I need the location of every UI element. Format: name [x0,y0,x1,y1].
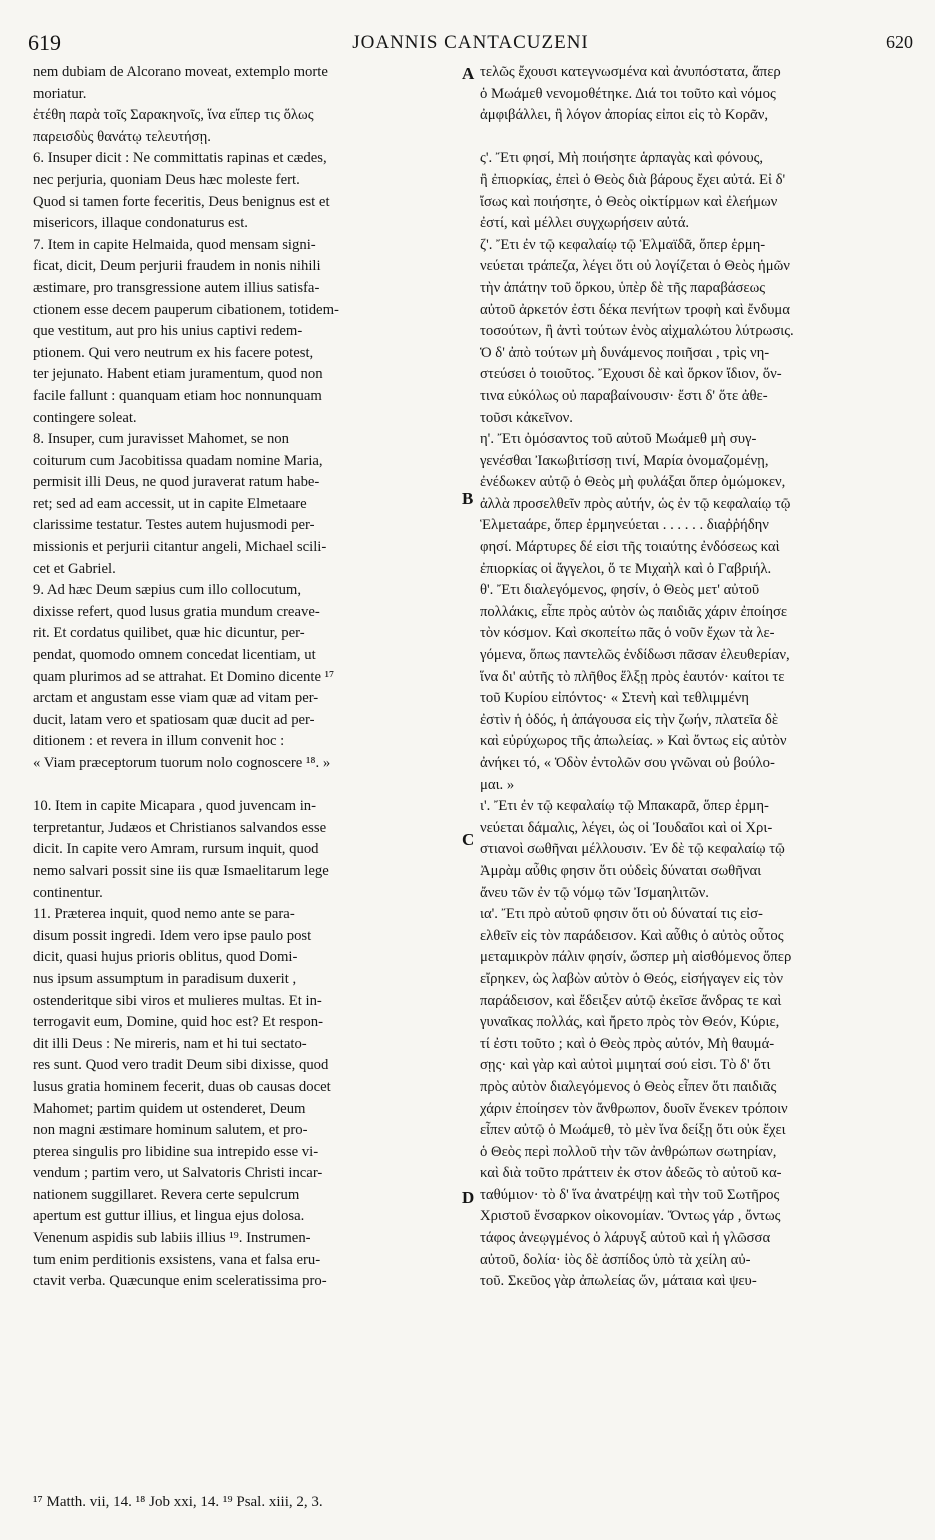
greek-text-line: γυναῖκας πολλάς, καὶ ἤρετο πρὸς τὸν Θεόν, Κύριε, [480,1014,780,1031]
latin-text-line: ducit, latam vero et spatiosam quæ ducit ad per- [33,711,315,728]
greek-text-line: νεύεται δάμαλις, λέγει, ὡς οἱ Ἰουδαῖοι καὶ οἱ Χρι- [480,819,773,836]
greek-text-line: τελῶς ἔχουσι κατεγνωσμένα καὶ ἀνυπόστατα, ἅπερ [480,64,781,80]
latin-text-line: 6. Insuper dicit : Ne committatis rapinas et cædes, [33,150,327,167]
greek-text-line: Ὁ δ' ἀπὸ τούτων μὴ δυνάμενος ποιῆσαι , τρὶς νη- [480,344,770,361]
latin-text-line: nationem suggillaret. Revera certe sepulcrum [33,1186,300,1203]
greek-text-line: Χριστοῦ ἔνσαρκον οἰκονομίαν. Ὄντως γάρ , ὄντως [480,1208,781,1225]
latin-text-line: coiturum cum Jacobitissa quadam nomine Maria, [33,452,323,469]
greek-text-line [480,127,900,149]
greek-text-line: νεύεται τράπεζα, λέγει ὅτι οὐ λογίζεται ὁ Θεὸς ἡμῶν [480,258,790,275]
greek-text-line: Ἑλμεταάρε, ὅπερ ἑρμηνεύεται . . . . . . διαῤῥήδην [480,517,769,534]
latin-text-line: disum possit ingredi. Idem vero ipse paulo post [33,927,312,944]
greek-text-line: αὐτοῦ ἀρκετόν ἐστι δέκα πενήτων τροφὴ καὶ ἔνδυμα [480,301,791,318]
latin-text-line: misericors, illaque condonaturus est. [33,215,248,232]
greek-text-line: ὁ Θεὸς περὶ πολλοῦ τὴν τῶν ἀνθρώπων σωτηρίαν, [480,1143,777,1160]
latin-text-line: « Viam præceptorum tuorum nolo cognoscere ¹⁸. » [33,755,331,771]
greek-text-line: τὸν κόσμον. Καὶ σκοπείτω πᾶς ὁ νοῦν ἔχων τὰ λε- [480,625,775,642]
greek-text-line: ἀνήκει τό, « Ὁδὸν ἐντολῶν σου γνῶναι οὐ βούλο- [480,755,775,771]
latin-text-line: dicit. In capite vero Amram, rursum inquit, quod [33,841,319,858]
greek-text-line: ἀμφιβάλλει, ἢ λόγον ἀπορίας εἰποι εἰς τὸ Κορᾶν, [480,107,769,124]
greek-text-line: τοῦσι κἀκεῖνον. [480,409,573,426]
page-number-right: 620 [886,32,913,52]
greek-column [480,62,900,1293]
greek-text-line: ι'. Ἔτι ἐν τῷ κεφαλαίῳ τῷ Μπακαρᾶ, ὅπερ ἑρμη- [480,798,769,815]
greek-text-line: χάριν ἐποίησεν τὸν ἄνθρωπον, δυοῖν ἕνεκεν τρόποιν [480,1100,788,1117]
greek-text-line: τινα εὐκόλως οὐ παραβαίνουσιν· ἔστι δ' ὅτε ἀθε- [480,387,768,404]
greek-text-line: θ'. Ἔτι διαλεγόμενος, φησίν, ὁ Θεὸς μετ' αὐτοῦ [480,582,760,599]
latin-text-line: ἐτέθη παρὰ τοῖς Σαρακηνοῖς, ἵνα εἴπερ τις ὅλως [33,107,314,124]
latin-text-line: dixisse refert, quod lusus gratia mundum creave- [33,603,320,620]
latin-text-line: 9. Ad hæc Deum sæpius cum illo collocutum, [33,582,302,599]
page-number-left: 619 [28,30,61,55]
latin-text-line: tum enim perditionis exsistens, vana et falsa eru- [33,1251,321,1268]
latin-text-line: vendum ; partim vero, ut Salvatoris Christi incar- [33,1165,323,1182]
latin-text-line: ctionem esse decem pauperum cibationem, totidem- [33,301,339,318]
latin-text-line: 10. Item in capite Micapara , quod juvencam in- [33,798,317,815]
greek-text-line: ς'. Ἔτι φησί, Μὴ ποιήσητε ἁρπαγὰς καὶ φόνους, [480,150,764,167]
latin-text-line: παρεισδὺς θανάτῳ τελευτήσῃ. [33,128,211,145]
latin-text-line: quam plurimos ad se attrahat. Et Domino dicente ¹⁷ [33,668,335,685]
latin-text-line: facile fallunt : quanquam etiam hoc nonnunquam [33,387,322,404]
greek-text-line: στεύσει ὁ τοιοῦτος. Ἔχουσι δὲ καὶ ὅρκον ἴδιον, ὅν- [480,366,782,383]
greek-text-line: η'. Ἔτι ὀμόσαντος τοῦ αὐτοῦ Μωάμεθ μὴ συγ- [480,431,757,448]
greek-text-line: τί ἐστι τοῦτο ; καὶ ὁ Θεὸς πρὸς αὐτόν, Μὴ θαυμά- [480,1035,775,1052]
greek-text-line: καὶ διὰ τοῦτο πράττειν ἐκ στον ἀδεῶς τὸ αὐτοῦ κα- [480,1165,782,1182]
greek-text-line: ἐστί, καὶ μέλλει συγχωρήσειν αὐτά. [480,215,690,232]
latin-text-line: rit. Et cordatus quilibet, quæ hic dicuntur, per- [33,625,305,642]
latin-text-line: res sunt. Quod vero tradit Deum sibi dixisse, quod [33,1057,329,1074]
greek-text-line: σῃς· καὶ γὰρ καὶ αὐτοὶ μιμηταί σού εἰσι. Τὸ δ' ὅτι [480,1057,771,1074]
greek-text-line: ἴσως καὶ ποιήσητε, ὁ Θεὸς οἰκτίρμων καὶ ἐλεήμων [480,193,778,210]
latin-text-line: nec perjuria, quoniam Deus hæc moleste fert. [33,171,300,188]
greek-text-line: καὶ εὐρύχωρος τῆς ἀπωλείας. » Καὶ ὄντως εἰς αὐτὸν [480,733,787,750]
greek-text-line: ἵνα δι' αὐτῆς τὸ πλῆθος ἕλξῃ πρὸς ἑαυτόν· καίτοι τε [480,668,785,685]
latin-text-line: ret; sed ad eam accessit, ut in capite Elmetaare [33,495,307,512]
latin-text-line: cet et Gabriel. [33,560,116,577]
latin-text-line: terrogavit eum, Domine, quid hoc est? Et respon- [33,1014,323,1031]
latin-column [33,62,455,1293]
greek-text-line: στιανοὶ σωθῆναι μέλλουσιν. Ἐν δὲ τῷ κεφαλαίῳ τῷ [480,841,785,858]
greek-text-line: ἐπιορκίας οἱ ἄγγελοι, ὅ τε Μιχαὴλ καὶ ὁ Γαβριήλ. [480,560,772,577]
latin-text-line: 8. Insuper, cum juravisset Mahomet, se non [33,431,289,448]
greek-text-line: ἐστὶν ἡ ὁδός, ἡ ἀπάγουσα εἰς τὴν ζωήν, πλατεῖα δὲ [480,711,779,728]
latin-text-line: non magni æstimare hominum salutem, et pro- [33,1122,308,1139]
latin-text-line [33,775,455,797]
latin-text-line: nem dubiam de Alcorano moveat, extemplo morte [33,64,328,80]
latin-text-line: apertum est guttur illius, et lingua ejus dolosa. [33,1208,305,1225]
greek-text-line: τοσούτων, ἢ ἀντὶ τούτων ἑνὸς αἰχμαλώτου λύτρωσις. [480,323,794,340]
greek-text-line: αὐτοῦ, δολία· ἰὸς δὲ ἀσπίδος ὑπὸ τὰ χείλη αὐ- [480,1251,751,1268]
greek-text-line: ἢ ἐπιορκίας, ἐπεὶ ὁ Θεὸς διὰ βάρους ἔχει αὐτά. Εἰ δ' [480,171,786,188]
latin-text-line: ostenderitque sibi viros et mulieres multas. Et in- [33,992,322,1009]
latin-text-line: lusus gratia hominem fecerit, duas ob causas docet [33,1078,331,1095]
greek-text-line: ἐνέδωκεν αὐτῷ ὁ Θεὸς μὴ φυλάξαι ὅπερ ὀμώμοκεν, [480,474,786,491]
latin-text-line: terpretantur, Judæos et Christianos salvandos esse [33,819,327,836]
latin-text-line: Quod si tamen forte feceritis, Deus benignus est et [33,193,330,210]
latin-text-line: permisit illi Deus, ne quod juraverat ratum habe- [33,474,320,491]
latin-text-line: ctavit verba. Quæcunque enim sceleratissima pro- [33,1273,327,1290]
greek-text-line: τάφος ἀνεῳγμένος ὁ λάρυγξ αὐτοῦ καὶ ἡ γλῶσσα [480,1230,771,1247]
latin-text-line: clarissime testatur. Testes autem hujusmodi per- [33,517,315,534]
latin-text-line: continentur. [33,884,103,901]
latin-text-line: ficat, dicit, Deum perjurii fraudem in nonis nihili [33,258,321,275]
greek-text-line: ελθεῖν εἰς τὸν παράδεισον. Καὶ αὖθις ὁ αὐτὸς οὗτος [480,927,784,944]
greek-text-line: παράδεισον, καὶ ἔδειξεν αὐτῷ ἐκεῖσε ἄνδρας τε καὶ [480,992,782,1009]
latin-text-line: dit illi Deus : Ne mireris, nam et hi tui sectato- [33,1035,307,1052]
latin-text-line: æstimare, pro transgressione autem illius satisfa- [33,279,320,296]
latin-text-line: nemo salvari possit sine iis quæ Ismaelitarum lege [33,862,329,879]
latin-text-line: dicit, quasi hujus prioris oblitus, quod Domi- [33,949,298,966]
running-title: JOANNIS CANTACUZENI [352,32,589,53]
latin-text-line: nus ipsum assumptum in paradisum duxerit , [33,970,297,987]
latin-text-line: ter jejunato. Habent etiam juramentum, quod non [33,366,323,383]
greek-text-line: ἄνευ τῶν ἐν τῷ νόμῳ τῶν Ἰσμαηλιτῶν. [480,884,709,901]
greek-text-line: Ἀμρὰμ αὖθις φησιν ὅτι οὐδεὶς δύναται σωθῆναι [480,862,762,879]
latin-text-line: Mahomet; partim quidem ut ostenderet, Deum [33,1100,306,1117]
latin-text-line: ptionem. Qui vero neutrum ex his facere potest, [33,344,314,361]
greek-text-line: εἴρηκεν, ὡς λαβὼν αὐτὸν ὁ Θεός, εἰσήγαγεν εἰς τὸν [480,970,784,987]
greek-text-line: ταθύμιον· τὸ δ' ἵνα ἀνατρέψῃ καὶ τὴν τοῦ Σωτῆρος [480,1186,780,1203]
latin-text-line: que vestitum, aut pro his unius captivi redem- [33,323,303,340]
running-header [28,30,913,60]
greek-text-line: πρὸς αὐτὸν διαλεγόμενος ὁ Θεὸς εἶπεν ὅτι παιδιᾶς [480,1078,777,1095]
margin-marker-c: C [462,830,475,849]
greek-text-line: πολλάκις, εἶπε πρὸς αὐτὸν ὡς παιδιᾶς χάριν ἐποίησε [480,603,788,620]
greek-text-line: τοῦ Κυρίου εἰπόντος· « Στενὴ καὶ τεθλιμμένη [480,690,749,707]
latin-text-line: 11. Præterea inquit, quod nemo ante se para- [33,906,295,923]
greek-text-line: εἶπεν αὐτῷ ὁ Μωάμεθ, τὸ μὲν ἵνα δείξῃ ὅτι οὐκ ἔχει [480,1122,786,1139]
greek-text-line: ζ'. Ἔτι ἐν τῷ κεφαλαίῳ τῷ Ἑλμαϊδᾶ, ὅπερ ἑρμη- [480,236,766,253]
latin-text-line: ditionem : et revera in illum convenit hoc : [33,733,285,750]
greek-text-line: ια'. Ἔτι πρὸ αὐτοῦ φησιν ὅτι οὐ δύναταί τις εἰσ- [480,906,763,923]
greek-text-line: τὴν ἀπάτην τοῦ ὅρκου, ὑπὲρ δὲ τῆς παραβάσεως [480,279,766,296]
greek-text-line: γενέσθαι Ἰακωβιτίσσῃ τινί, Μαρία ὀνομαζομένῃ, [480,452,769,469]
greek-text-line: γόμενα, ὅπως παντελῶς ἐνδίδωσι πᾶσαν ἐλευθερίαν, [480,647,790,664]
margin-marker-b: B [462,489,474,508]
latin-text-line: 7. Item in capite Helmaida, quod mensam signi- [33,236,316,253]
latin-text-line: moriatur. [33,85,87,102]
latin-text-line: contingere soleat. [33,409,137,426]
margin-marker-d: D [462,1188,475,1207]
margin-marker-a: A [462,64,475,83]
latin-text-line: pendat, quomodo omnem concedat licentiam, ut [33,647,316,664]
latin-text-line: Venenum aspidis sub labiis illius ¹⁹. Instrumen- [33,1230,311,1247]
footnotes: ¹⁷ Matth. vii, 14. ¹⁸ Job xxi, 14. ¹⁹ Psal. xiii, 2, 3. [33,1494,323,1510]
greek-text-line: τοῦ. Σκεῦος γὰρ ἀπωλείας ὤν, μάταια καὶ ψευ- [480,1273,757,1290]
greek-text-line: φησί. Μάρτυρες δέ εἰσι τῆς τοιαύτης ἐνδόσεως καὶ [480,539,780,556]
greek-text-line: ὁ Μωάμεθ νενομοθέτηκε. Διά τοι τοῦτο καὶ νόμος [480,85,776,102]
latin-text-line: pterea singulis pro libidine sua intrepido esse vi- [33,1143,319,1160]
greek-text-line: μεταμικρὸν πάλιν φησίν, ὥσπερ μὴ αἰσθόμενος ὅπερ [480,949,792,966]
latin-text-line: arctam et angustam esse viam quæ ad vitam per- [33,690,319,707]
latin-text-line: missionis et perjurii citantur angeli, Michael scili- [33,539,327,556]
greek-text-line: μαι. » [480,776,515,793]
greek-text-line: ἀλλὰ προσελθεῖν πρὸς αὐτήν, ὡς ἐν τῷ κεφαλαίῳ τῷ [480,495,791,512]
